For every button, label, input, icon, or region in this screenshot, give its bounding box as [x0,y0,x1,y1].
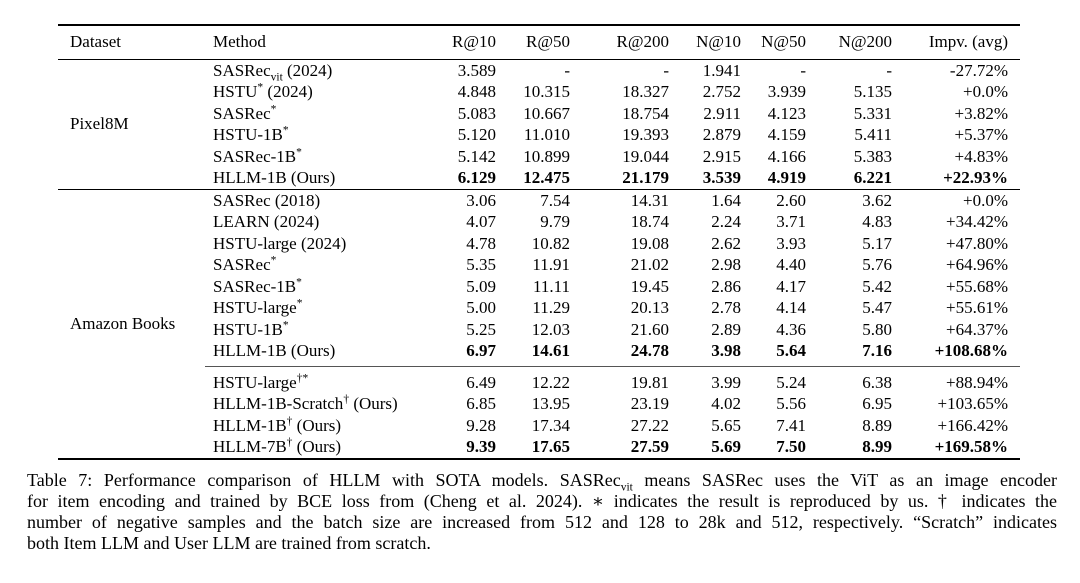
metric-value: 2.78 [711,298,741,317]
metric-value: +0.0% [963,82,1008,101]
metric-value: 23.19 [630,394,669,413]
metric-value: 10.315 [523,82,570,101]
method-suffix: (Ours) [286,168,336,187]
caption-line-1 [27,470,1057,494]
metric-value: 5.25 [466,319,496,339]
table-caption [27,470,1057,554]
metric-value: 2.62 [711,233,741,253]
method-base: LEARN [213,212,270,231]
method-name [205,436,445,459]
metric-value: 2.911 [703,103,741,123]
metric-value: 2.60 [753,189,818,211]
metric-value: 2.915 [702,146,741,166]
col-header-n200: N@200 [818,25,904,59]
metric-value: +55.68% [946,276,1008,296]
caption-text: means SASRec uses the ViT as an image encoder [632,470,1057,490]
method-suffix: (Ours) [292,415,342,435]
metric-value: +166.42% [937,415,1008,435]
metric-value: 11.010 [523,125,570,144]
metric-value: 9.39 [466,437,496,456]
col-header-r10: R@10 [445,25,508,59]
metric-value: 5.09 [466,276,496,296]
method-base: HLLM-1B [213,341,287,360]
caption-line-2: for item encoding and trained by BCE loss from (Cheng et al. 2024). ∗ indicates the result is reproduced by us. † indicates the [27,491,1057,511]
metric-value: 5.135 [853,82,892,101]
metric-value: 14.31 [582,189,681,211]
method-superscript: * [282,124,289,137]
method-name [205,59,445,81]
metric-value: 27.22 [630,415,669,435]
metric-value: 4.02 [711,394,741,413]
metric-value: - [663,60,669,80]
method-superscript: * [257,81,264,94]
method-name [205,366,445,393]
method-suffix: (Ours) [286,341,336,360]
header-row [58,25,1020,59]
metric-value: 19.08 [630,233,669,253]
metric-value: 18.327 [622,82,669,101]
metric-value: 4.78 [466,233,496,253]
method-base: HSTU-large [213,298,297,317]
table-row [58,189,1020,211]
metric-value: 6.221 [853,168,892,187]
dataset-label: Amazon Books [58,189,205,459]
metric-value: 5.142 [457,146,496,166]
metric-value: 10.667 [523,103,570,123]
method-base: HLLM-1B-Scratch [213,394,344,413]
method-base: HSTU-1B [213,125,283,144]
metric-value: 19.393 [622,125,669,144]
metric-value: 5.331 [853,103,892,123]
metric-value: 12.22 [508,366,582,393]
method-name [205,167,445,189]
metric-value: 18.74 [630,212,669,231]
col-header-n50: N@50 [753,25,818,59]
metric-value: 19.81 [582,366,681,393]
metric-value: 12.03 [531,319,570,339]
metric-value: 11.29 [532,298,570,317]
method-base: SASRec-1B [213,276,297,296]
metric-value: 2.752 [702,82,741,101]
metric-value: 4.919 [767,168,806,187]
metric-value: 3.98 [711,341,741,360]
col-header-dataset: Dataset [58,25,205,59]
metric-value: 4.83 [862,212,892,231]
metric-value: 5.42 [862,276,892,296]
method-base: HLLM-1B [213,415,287,435]
subscript-vit: vit [620,481,633,494]
metric-value: +47.80% [946,233,1008,253]
metric-value: 3.06 [445,189,508,211]
metric-value: 9.28 [466,415,496,435]
metric-value: 3.62 [818,189,904,211]
metric-value: 4.40 [776,255,806,274]
method-base: HSTU-1B [213,319,283,339]
metric-value: 27.59 [630,437,669,456]
metric-value: 4.166 [767,146,806,166]
metric-value: 3.589 [457,60,496,80]
metric-value: 4.123 [767,103,806,123]
metric-value: - [800,60,806,80]
method-superscript: * [270,102,277,115]
method-name [205,415,445,437]
metric-value: 5.76 [862,255,892,274]
metric-value: 2.89 [711,319,741,339]
metric-value: 19.044 [622,146,669,166]
method-subscript: vit [270,70,283,83]
metric-value: 4.07 [466,212,496,231]
table-body [58,59,1020,459]
metric-value: 6.85 [466,394,496,413]
method-base: HLLM-1B [213,168,287,187]
metric-value: 7.50 [776,437,806,456]
metric-value: 5.47 [862,298,892,317]
table-row [58,59,1020,81]
method-superscript: †* [296,371,309,384]
metric-value: +88.94% [904,366,1020,393]
caption-text: Table 7: Performance comparison of HLLM with SOTA models. SASRec [27,470,621,490]
metric-value: 5.083 [457,103,496,123]
metric-value: +4.83% [954,146,1008,166]
metric-value: 5.69 [711,437,741,456]
metric-value: +5.37% [954,125,1008,144]
table-header [58,25,1020,59]
metric-value: 5.120 [457,125,496,144]
metric-value: 13.95 [531,394,570,413]
metric-value: - [564,60,570,80]
method-base: HSTU-large [213,233,297,253]
metric-value: 10.899 [523,146,570,166]
method-name [205,124,445,146]
metric-value: 3.93 [776,233,806,253]
method-name [205,211,445,233]
metric-value: 2.98 [711,255,741,274]
metric-value: 3.71 [776,212,806,231]
col-header-r50: R@50 [508,25,582,59]
method-base: HLLM-7B [213,437,287,456]
results-table [58,24,1020,460]
col-header-n10: N@10 [681,25,753,59]
method-superscript: † [286,436,293,449]
method-name [205,319,445,341]
metric-value: 11.91 [532,255,570,274]
method-suffix: (2024) [296,233,347,253]
method-name [205,103,445,125]
metric-value: 4.17 [776,276,806,296]
method-name [205,81,445,103]
metric-value: +0.0% [904,189,1020,211]
method-suffix: (2024) [269,212,320,231]
dataset-label: Pixel8M [70,114,129,134]
metric-value: 6.95 [862,394,892,413]
metric-value: 4.14 [776,298,806,317]
metric-value: 18.754 [622,103,669,123]
metric-value: 20.13 [630,298,669,317]
metric-value: 1.64 [681,189,753,211]
metric-value: 5.80 [862,319,892,339]
metric-value: 6.129 [457,168,496,187]
metric-value: -27.72% [949,60,1008,80]
metric-value: 2.86 [711,276,741,296]
metric-value: +64.37% [946,319,1008,339]
metric-value: 21.02 [630,255,669,274]
method-suffix: (Ours) [349,394,398,413]
method-name [205,340,445,366]
metric-value: 19.45 [630,276,669,296]
metric-value: 6.97 [466,341,496,360]
method-name [205,189,445,211]
metric-value: 3.939 [767,82,806,101]
metric-value: - [886,60,892,80]
metric-value: 2.879 [702,125,741,144]
metric-value: 5.00 [466,298,496,317]
method-base: HSTU-large [213,372,297,392]
method-name [205,393,445,415]
method-base: HSTU [213,82,258,101]
metric-value: 3.99 [681,366,753,393]
metric-value: 9.79 [540,212,570,231]
metric-value: 7.54 [508,189,582,211]
results-table-wrap [58,24,1020,460]
metric-value: 2.24 [711,212,741,231]
metric-value: +103.65% [937,394,1008,413]
method-superscript: * [296,275,302,288]
method-base: SASRec-1B [213,146,297,166]
metric-value: 12.475 [523,168,570,187]
method-superscript: † [286,414,293,427]
method-superscript: * [296,297,303,310]
metric-value: 24.78 [630,341,669,360]
metric-value: 6.38 [818,366,904,393]
method-superscript: * [282,318,289,331]
metric-value: 17.65 [531,437,570,456]
metric-value: 4.848 [457,82,496,101]
metric-value: 1.941 [702,60,741,80]
metric-value: +34.42% [946,212,1008,231]
metric-value: 5.65 [711,415,741,435]
method-suffix: (Ours) [292,437,342,456]
metric-value: 21.179 [622,168,669,187]
method-name [205,254,445,276]
method-superscript: * [296,145,302,158]
metric-value: 5.24 [753,366,818,393]
method-base: SASRec [213,103,271,123]
method-name [205,146,445,168]
caption-line-3: number of negative samples and the batch size are increased from 512 and 128 to 28k and 512, respectively. “Scratch” indicates [27,512,1057,532]
metric-value: 8.99 [862,437,892,456]
method-name [205,297,445,319]
metric-value: 6.49 [445,366,508,393]
metric-value: 17.34 [531,415,570,435]
method-base: SASRec [213,255,271,274]
method-suffix: (2024) [282,60,333,80]
metric-value: 7.16 [862,341,892,360]
metric-value: +22.93% [943,168,1008,187]
col-header-r200: R@200 [582,25,681,59]
metric-value: +55.61% [946,298,1008,317]
metric-value: 14.61 [531,341,570,360]
metric-value: 3.539 [702,168,741,187]
metric-value: 5.411 [854,125,892,144]
metric-value: +64.96% [946,255,1008,274]
method-name [205,276,445,298]
metric-value: 4.36 [776,319,806,339]
metric-value: 11.11 [533,276,570,296]
method-name [205,233,445,255]
metric-value: +3.82% [954,103,1008,123]
col-header-impv: Impv. (avg) [904,25,1020,59]
metric-value: +108.68% [934,341,1008,360]
method-suffix: (2024) [263,82,313,101]
caption-line-4: both Item LLM and User LLM are trained from scratch. [27,533,431,553]
col-header-method: Method [205,25,445,59]
method-superscript: * [270,254,277,267]
method-superscript: † [343,393,350,406]
metric-value: 5.383 [853,146,892,166]
method-base: SASRec [213,60,271,80]
method-base: SASRec [213,190,271,210]
metric-value: 10.82 [531,233,570,253]
method-suffix: (2018) [270,190,321,210]
metric-value: 4.159 [767,125,806,144]
metric-value: 21.60 [630,319,669,339]
metric-value: 5.35 [466,255,496,274]
metric-value: 8.89 [862,415,892,435]
metric-value: 5.64 [776,341,806,360]
metric-value: 7.41 [776,415,806,435]
metric-value: +169.58% [934,437,1008,456]
metric-value: 5.56 [776,394,806,413]
metric-value: 5.17 [862,233,892,253]
